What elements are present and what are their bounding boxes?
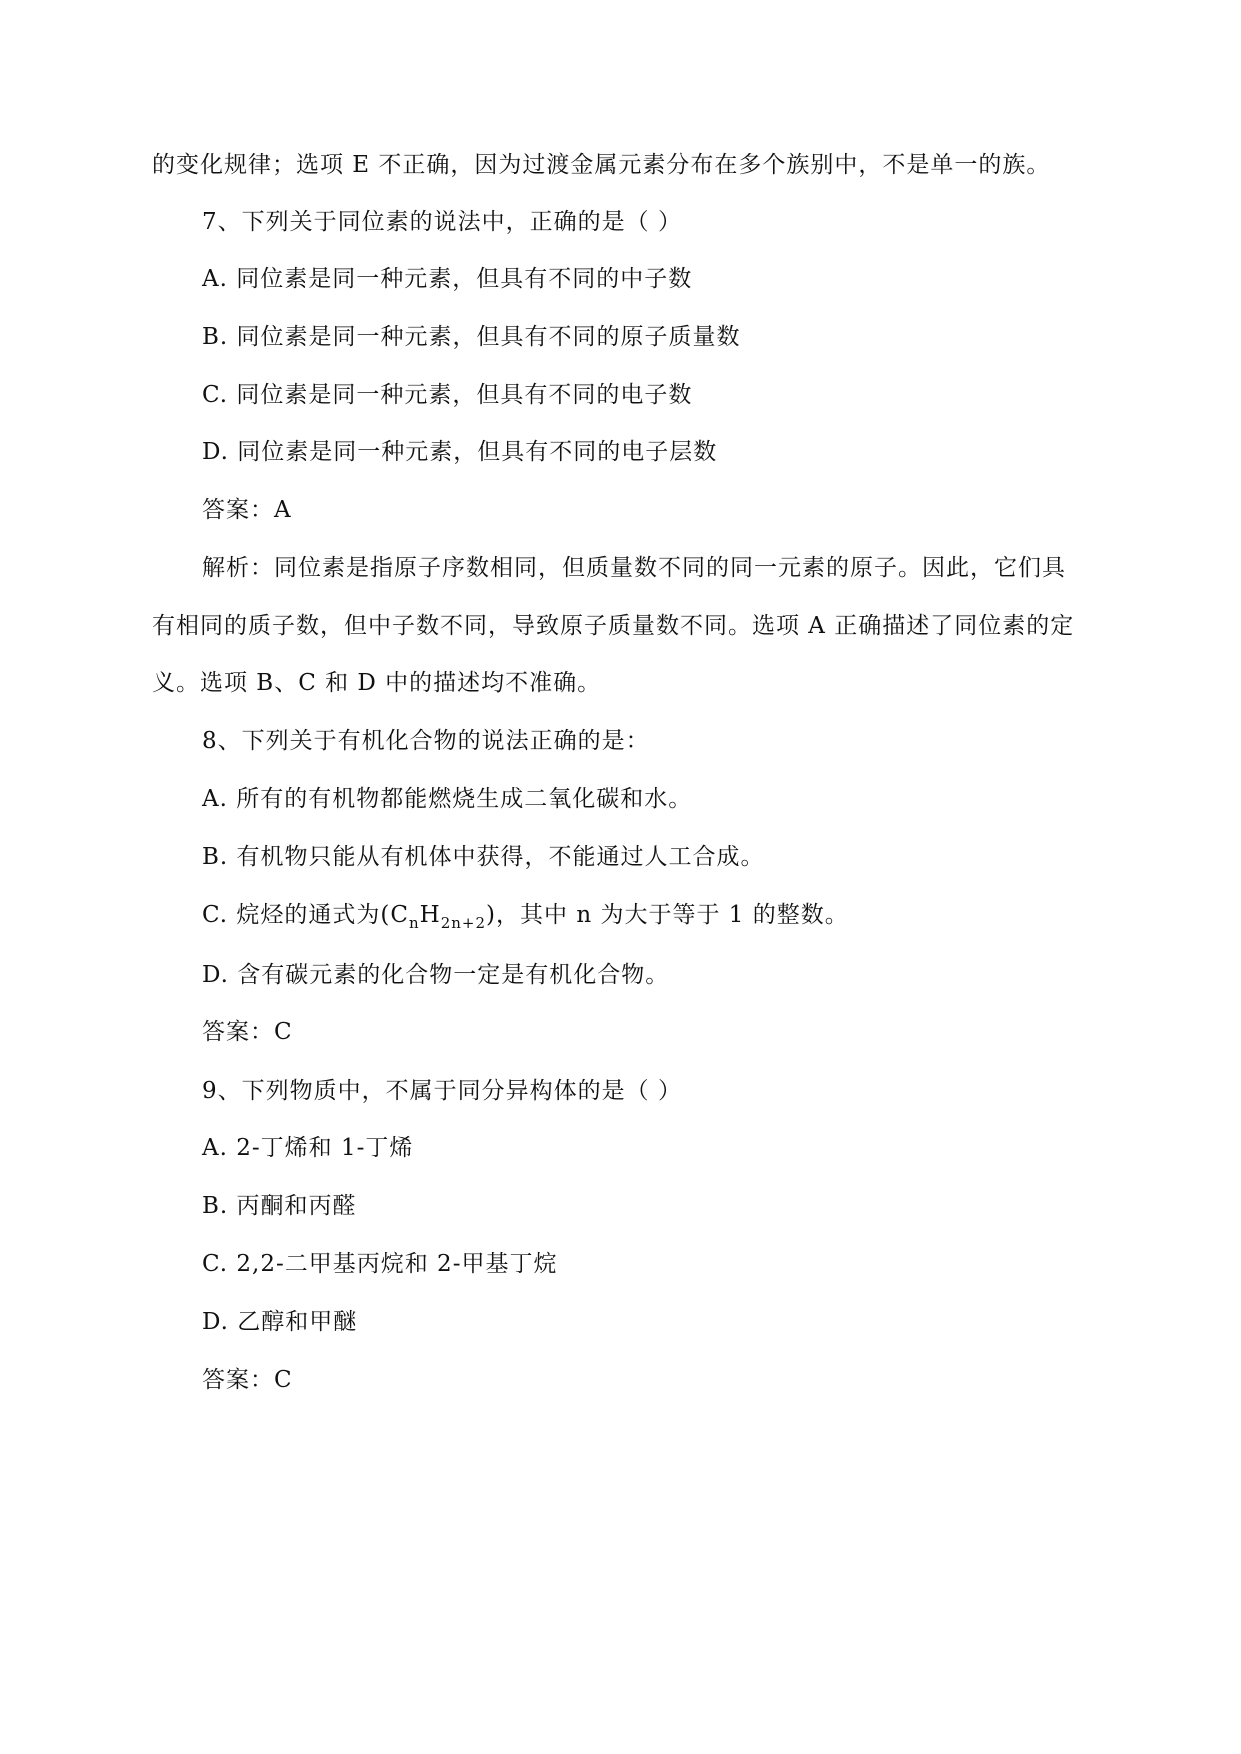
q8-option-b: B. 有机物只能从有机体中获得，不能通过人工合成。 <box>202 844 765 870</box>
alkane-formula <box>380 902 497 932</box>
q8-answer: 答案：C <box>202 1019 293 1045</box>
q7-option-a: A. 同位素是同一种元素，但具有不同的中子数 <box>202 266 693 292</box>
formula-close: ) <box>486 902 497 928</box>
formula-sub-n: n <box>408 914 420 932</box>
q7-answer: 答案：A <box>202 497 292 523</box>
question-9: 9、下列物质中，不属于同分异构体的是（ ） <box>202 1078 682 1104</box>
q8-option-a: A. 所有的有机物都能燃烧生成二氧化碳和水。 <box>202 786 693 812</box>
q9-option-d: D. 乙醇和甲醚 <box>202 1309 358 1335</box>
q9-option-b: B. 丙酮和丙醛 <box>202 1193 357 1219</box>
q8-option-c-suffix: ，其中 n 为大于等于 1 的整数。 <box>496 902 849 928</box>
question-8: 8、下列关于有机化合物的说法正确的是： <box>202 728 650 754</box>
q9-option-a: A. 2-丁烯和 1-丁烯 <box>202 1135 414 1161</box>
q8-option-d: D. 含有碳元素的化合物一定是有机化合物。 <box>202 962 670 988</box>
formula-open: (C <box>380 902 409 928</box>
question-7: 7、下列关于同位素的说法中，正确的是（ ） <box>202 209 682 235</box>
formula-h: H <box>419 902 441 928</box>
q7-explanation-line-3: 义。选项 B、C 和 D 中的描述均不准确。 <box>152 670 602 696</box>
q7-explanation-line-2: 有相同的质子数，但中子数不同，导致原子质量数不同。选项 A 正确描述了同位素的定 <box>152 613 1075 639</box>
q9-answer: 答案：C <box>202 1367 293 1393</box>
formula-sub-2n2: 2n+2 <box>440 914 487 932</box>
q9-option-c: C. 2,2-二甲基丙烷和 2-甲基丁烷 <box>202 1251 558 1277</box>
q7-explanation-line-1: 解析：同位素是指原子序数相同，但质量数不同的同一元素的原子。因此，它们具 <box>202 555 1066 581</box>
continuation-line: 的变化规律；选项 E 不正确，因为过渡金属元素分布在多个族别中，不是单一的族。 <box>152 152 1051 178</box>
q7-option-b: B. 同位素是同一种元素，但具有不同的原子质量数 <box>202 324 741 350</box>
q8-option-c-prefix: C. 烷烃的通式为 <box>202 902 381 928</box>
q8-option-c <box>202 900 849 930</box>
q7-option-c: C. 同位素是同一种元素，但具有不同的电子数 <box>202 382 693 408</box>
q7-option-d: D. 同位素是同一种元素，但具有不同的电子层数 <box>202 439 718 465</box>
